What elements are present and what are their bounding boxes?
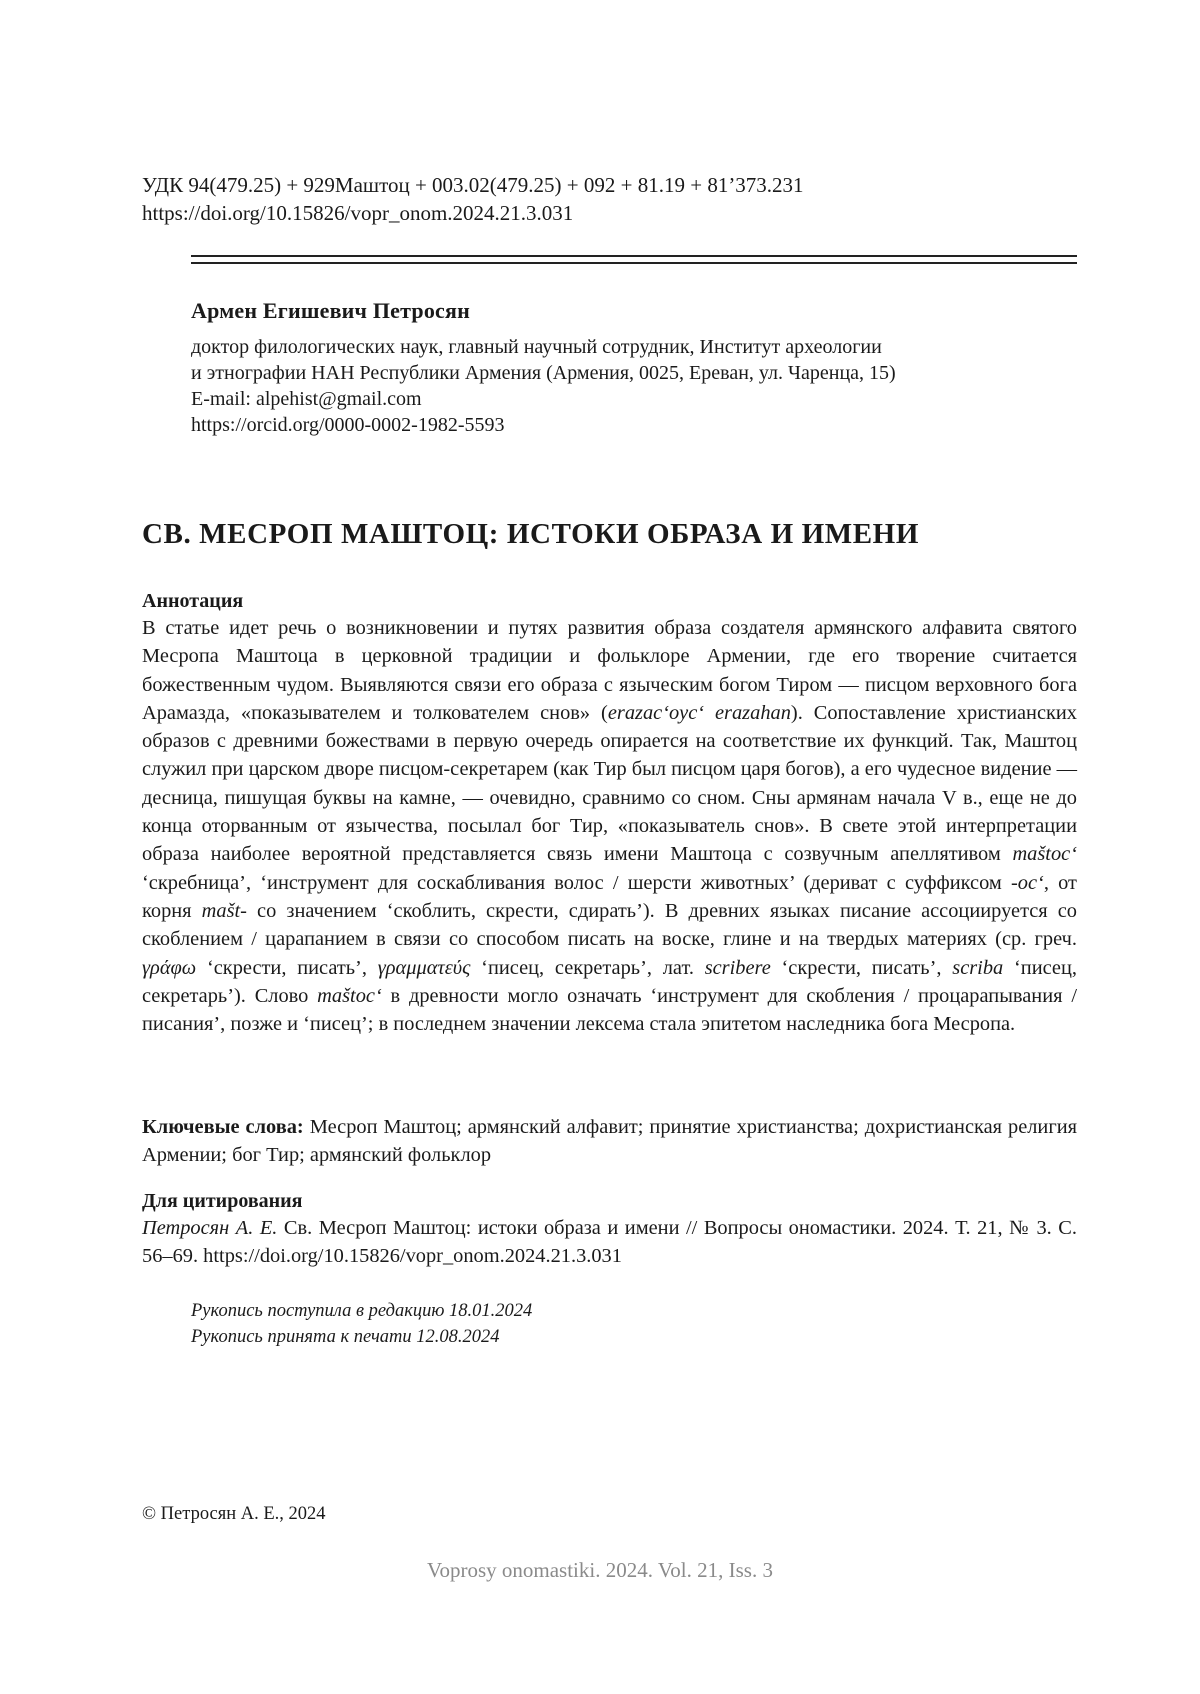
abstract-run: ). Сопоставление христианских образов с древними божествами в первую очередь опирается на соответствие их функций. Так, Маштоц служил при царском дворе писцом-секретарем (как Тир был писцом царя богов), а его чудесное видение — десница, пишущая буквы на камне, — очевидно, сравнимо со сном. Сны армянам начала V в., еще не до конца оторванным от язычества, посылал бог Тир, «показыватель снов». В свете этой интерпретации образа наиболее вероятной представляется связь имени Маштоца с созвучным апеллятивом	[142, 701, 1078, 866]
citation-section	[142, 1188, 1077, 1271]
abstract-heading: Аннотация	[142, 590, 244, 612]
keywords-text: Месроп Маштоц; армянский алфавит; принятие христианства; дохристианская религия Армении; бог Тир; армянский фольклор	[142, 1116, 1078, 1167]
citation-heading: Для цитирования	[142, 1190, 303, 1212]
affiliation-line-2: и этнографии НАН Республики Армения (Армения, 0025, Ереван, ул. Чаренца, 15)	[191, 362, 896, 384]
citation-body: Св. Месроп Маштоц: истоки образа и имени // Вопросы ономастики. 2024. Т. 21, № 3. С. 56–69. https://doi.org/10.15826/vopr_onom.2024.21.3.031	[142, 1217, 1077, 1268]
doi-link[interactable]: https://doi.org/10.15826/vopr_onom.2024.21.3.031	[142, 201, 574, 225]
abstract-term: γραμματεύς	[377, 956, 471, 979]
accepted-date: Рукопись принята к печати 12.08.2024	[191, 1327, 500, 1347]
abstract-run: , от корня	[142, 871, 1077, 922]
abstract-term: maštocʻ	[317, 984, 382, 1007]
abstract-run: ‘скрести, писать’,	[196, 956, 378, 979]
abstract-run: ‘скребница’, ‘инструмент для соскабливания волос / шерсти животных’ (дериват с суффиксом	[142, 871, 1011, 894]
keywords-label: Ключевые слова:	[142, 1116, 304, 1138]
citation-text	[142, 1214, 1077, 1271]
author-block	[191, 296, 1071, 438]
double-rule-bottom	[191, 262, 1077, 264]
abstract-term: erazacʻoycʻ erazahan	[607, 701, 791, 724]
affiliation-line-1: доктор филологических наук, главный научный сотрудник, Институт археологии	[191, 336, 882, 358]
journal-footer: Voprosy onomastiki. 2024. Vol. 21, Iss. 3	[427, 1558, 773, 1582]
abstract-run: ‘писец, секретарь’). Слово	[142, 956, 1077, 1007]
keywords-section	[142, 1113, 1077, 1170]
citation-author: Петросян А. Е.	[142, 1217, 278, 1239]
manuscript-dates	[191, 1298, 532, 1350]
udk-code: УДК 94(479.25) + 929Маштоц + 003.02(479.25) + 092 + 81.19 + 81’373.231	[142, 173, 804, 197]
author-orcid[interactable]: https://orcid.org/0000-0002-1982-5593	[191, 414, 505, 436]
abstract-run: ‘писец, секретарь’, лат.	[470, 956, 705, 979]
copyright: © Петросян А. Е., 2024	[142, 1504, 326, 1524]
author-email[interactable]: E-mail: alpehist@gmail.com	[191, 388, 422, 410]
abstract-term: mašt-	[201, 899, 247, 922]
abstract-text	[142, 614, 1077, 1038]
received-date: Рукопись поступила в редакцию 18.01.2024	[191, 1301, 533, 1321]
double-rule-top	[191, 255, 1077, 257]
author-affiliation	[191, 334, 1071, 438]
abstract-term: scriba	[952, 956, 1004, 979]
article-title: СВ. МЕСРОП МАШТОЦ: ИСТОКИ ОБРАЗА И ИМЕНИ	[142, 518, 919, 550]
abstract-term: -ocʻ	[1011, 871, 1044, 894]
abstract-run: со значением ‘скоблить, скрести, сдирать’). В древних языках писание ассоциируется со скоблением / царапанием в связи со способом писать на воске, глине и на твердых материях (ср. греч.	[142, 899, 1077, 951]
abstract-section	[142, 588, 1077, 1038]
header-block	[142, 171, 804, 227]
abstract-run: В статье идет речь о возникновении и путях развития образа создателя армянского алфавита святого Месропа Маштоца в церковной традиции и фольклоре Армении, где его творение считается божественным чудом. Выявляются связи его образа с языческим богом Тиром — писцом верховного бога Арамазда, «показывателем и толкователем снов» (	[142, 617, 1077, 724]
author-name: Армен Егишевич Петросян	[191, 298, 470, 323]
abstract-run: в древности могло означать ‘инструмент для скобления / процарапывания / писания’, позже и ‘писец’; в последнем значении лексема стала эпитетом наследника бога Месропа.	[142, 984, 1077, 1036]
abstract-term: maštocʻ	[1012, 843, 1077, 866]
abstract-run: ‘скрести, писать’,	[770, 956, 953, 979]
abstract-term: scribere	[704, 956, 771, 979]
abstract-term: γράφω	[142, 956, 197, 979]
